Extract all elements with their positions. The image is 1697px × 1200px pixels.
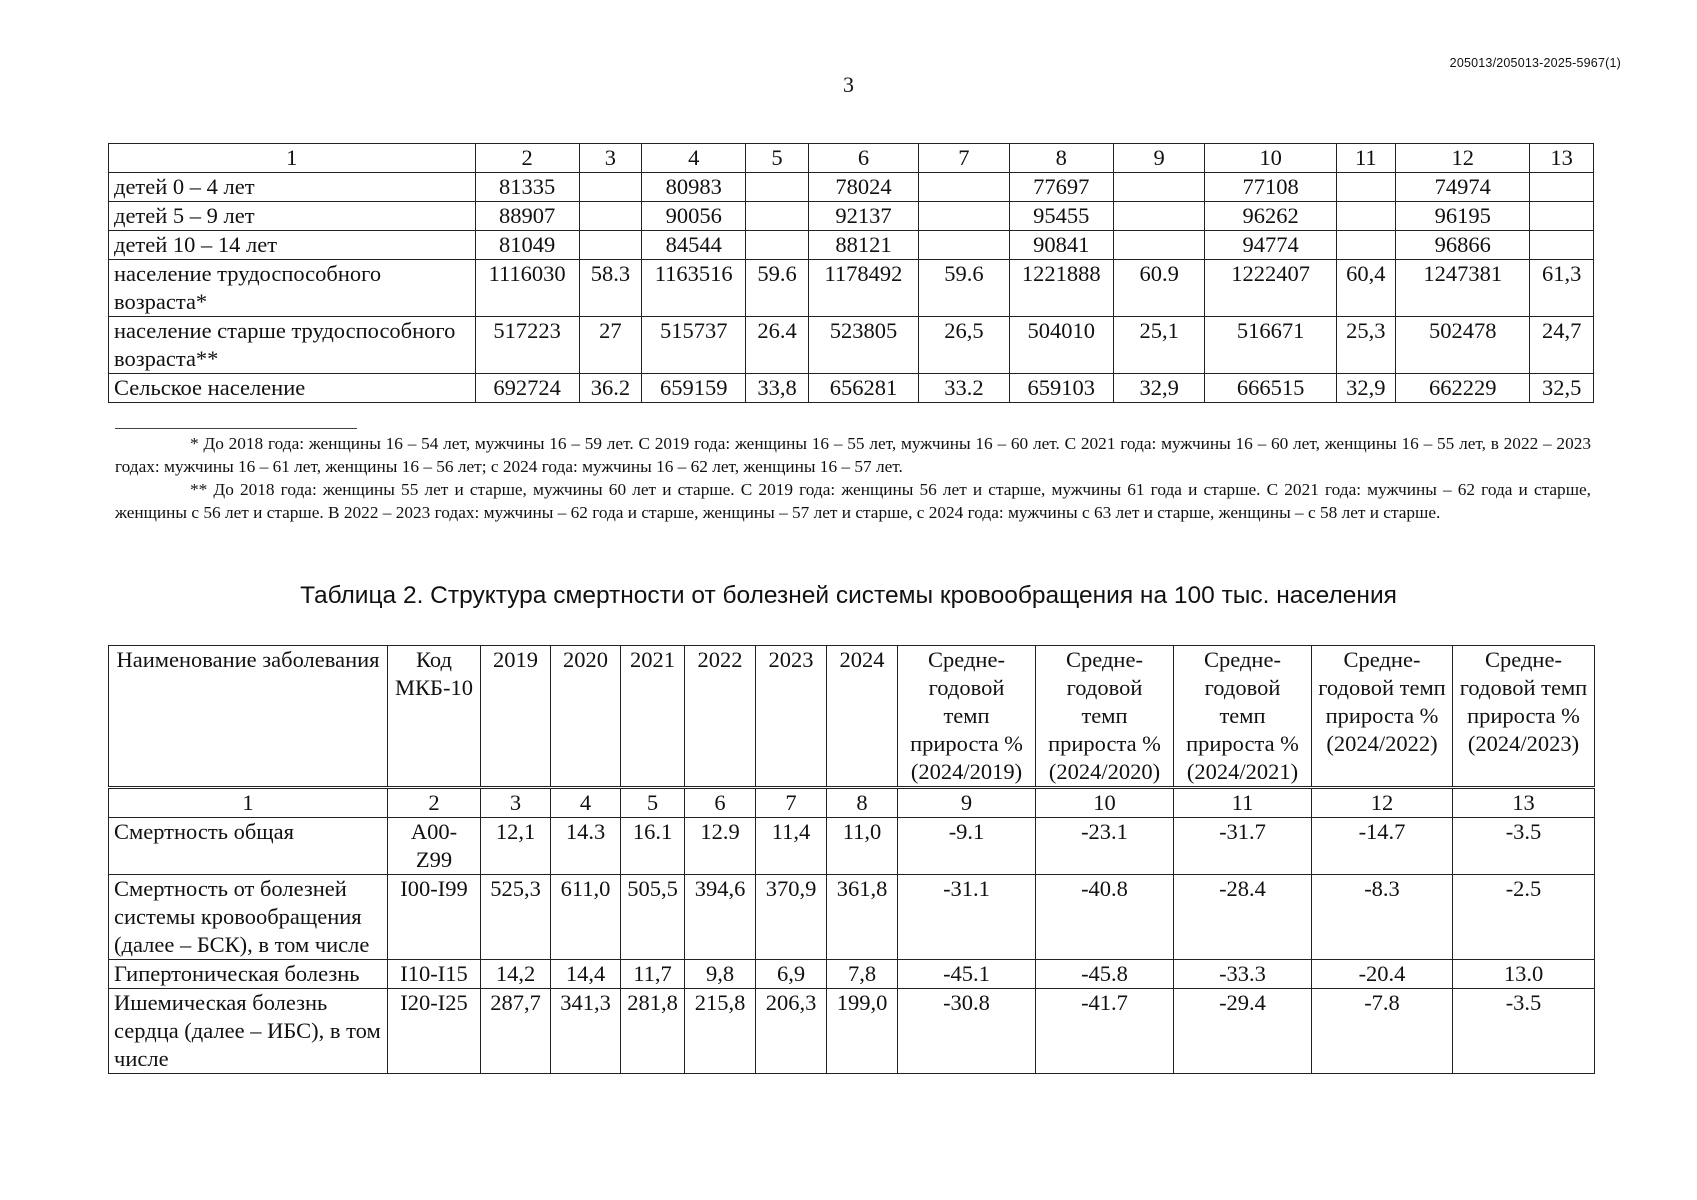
row-label: Смертность от болезней системы кровообращения (далее – БСК), в том числе [109,875,388,960]
table-row [109,875,1595,960]
table-cell: 95455 [1009,202,1113,231]
table-row [109,260,1594,317]
column-number: 13 [1530,144,1594,173]
table-cell: -2.5 [1453,875,1595,960]
table-cell: -28.4 [1174,875,1312,960]
table-cell: 16.1 [621,818,685,875]
table-cell: 215,8 [685,989,756,1074]
footnote-2: ** До 2018 года: женщины 55 лет и старше, мужчины 60 лет и старше. С 2019 года: женщины 56 лет и старше, мужчины 61 года и старше. С 2021 года: мужчины – 62 года и старше, женщины с 56 лет и старше. В 2022 – 2023 годах: мужчины – 62 года и старше, женщины – 57 лет и старше, с 2024 года: мужчины с 63 лет и старше, женщины – с 58 лет и старше. [115,480,1591,522]
table-cell: 504010 [1009,317,1113,374]
table-cell: 59.6 [746,260,808,317]
column-header: 2024 [827,646,898,788]
column-number: 6 [808,144,918,173]
footnote-separator [115,428,357,429]
table-cell: 11,0 [827,818,898,875]
column-number-row [109,788,1595,818]
table-cell: 94774 [1205,231,1336,260]
table-cell [919,173,1010,202]
row-label: Смертность общая [109,818,388,875]
column-header: 2019 [481,646,551,788]
row-label: Сельское население [109,374,476,403]
column-number: 5 [746,144,808,173]
table-cell: -31.7 [1174,818,1312,875]
table-row [109,173,1594,202]
row-label: население старше трудоспособного возраста** [109,317,476,374]
table-cell: -45.1 [898,960,1036,989]
table-cell: 92137 [808,202,918,231]
table-cell: -8.3 [1312,875,1453,960]
table-cell: 12.9 [685,818,756,875]
table-row [109,231,1594,260]
table-cell: 505,5 [621,875,685,960]
table-cell: 7,8 [827,960,898,989]
column-number: 11 [1174,788,1312,818]
table-cell: 12,1 [481,818,551,875]
table-cell: 666515 [1205,374,1336,403]
table-cell: 9,8 [685,960,756,989]
column-header: 2022 [685,646,756,788]
column-number: 11 [1336,144,1395,173]
row-label: детей 0 – 4 лет [109,173,476,202]
table-cell: 25,1 [1113,317,1205,374]
table-cell [1113,202,1205,231]
table-cell: 60,4 [1336,260,1395,317]
table-cell: 525,3 [481,875,551,960]
table-cell: 13.0 [1453,960,1595,989]
document-id: 205013/205013-2025-5967(1) [1449,56,1621,70]
table-cell: 96262 [1205,202,1336,231]
table-cell: 27 [579,317,641,374]
table-cell: 370,9 [756,875,827,960]
column-number: 4 [642,144,746,173]
table-cell: 26,5 [919,317,1010,374]
column-number: 10 [1205,144,1336,173]
table-header-row [109,144,1594,173]
table-cell [746,173,808,202]
table-cell: 662229 [1396,374,1530,403]
column-number: 7 [756,788,827,818]
table-cell: 1163516 [642,260,746,317]
table-cell: -40.8 [1036,875,1174,960]
table-cell: I20-I25 [388,989,481,1074]
table-cell: 206,3 [756,989,827,1074]
column-header: Средне-годовой темп прироста % (2024/2022) [1312,646,1453,788]
table-cell: 24,7 [1530,317,1594,374]
table-cell: 341,3 [551,989,621,1074]
table-cell: 26.4 [746,317,808,374]
table-cell: -3.5 [1453,989,1595,1074]
table-cell: -14.7 [1312,818,1453,875]
table-cell [1336,231,1395,260]
table-cell [579,231,641,260]
table-cell: 61,3 [1530,260,1594,317]
table-cell [579,202,641,231]
table-cell: 516671 [1205,317,1336,374]
row-label: Гипертоническая болезнь [109,960,388,989]
column-number: 8 [1009,144,1113,173]
table-cell [1113,173,1205,202]
footnote-1: * До 2018 года: женщины 16 – 54 лет, мужчины 16 – 59 лет. С 2019 года: женщины 16 – 55 лет, мужчины 16 – 60 лет. С 2021 года: мужчины 16 – 60 лет, женщины 16 – 55 лет, в 2022 – 2023 годах: мужчины 16 – 61 лет, женщины 16 – 56 лет; с 2024 года: мужчины 16 – 62 лет, женщины 16 – 57 лет. [115,434,1591,476]
table-row [109,960,1595,989]
column-number: 9 [1113,144,1205,173]
table-cell: 287,7 [481,989,551,1074]
column-number: 4 [551,788,621,818]
table-cell: 281,8 [621,989,685,1074]
column-number: 7 [919,144,1010,173]
column-header: Код МКБ-10 [388,646,481,788]
column-header: Средне-годовой темп прироста % (2024/2020) [1036,646,1174,788]
column-number: 12 [1396,144,1530,173]
table-cell: 517223 [475,317,579,374]
table-cell: 77697 [1009,173,1113,202]
column-number: 13 [1453,788,1595,818]
table-cell: I00-I99 [388,875,481,960]
table-cell: 656281 [808,374,918,403]
table-cell: 11,4 [756,818,827,875]
table-cell: 88121 [808,231,918,260]
table2-title: Таблица 2. Структура смертности от болезней системы кровообращения на 100 тыс. населения [300,582,1397,609]
table-cell: 96195 [1396,202,1530,231]
table-cell: 81049 [475,231,579,260]
table-cell: 659159 [642,374,746,403]
table-cell: 32,9 [1113,374,1205,403]
table-cell: 58.3 [579,260,641,317]
table-cell: -31.1 [898,875,1036,960]
table-cell: 88907 [475,202,579,231]
row-label: население трудоспособного возраста* [109,260,476,317]
table-cell [746,202,808,231]
table-cell: -29.4 [1174,989,1312,1074]
column-number: 3 [579,144,641,173]
table-row [109,202,1594,231]
table-cell: 14.3 [551,818,621,875]
table-cell: 14,4 [551,960,621,989]
table-cell: 74974 [1396,173,1530,202]
column-header: 2021 [621,646,685,788]
table-cell: -41.7 [1036,989,1174,1074]
table-cell: 59.6 [919,260,1010,317]
mortality-table [108,645,1595,1074]
table-cell: 1247381 [1396,260,1530,317]
column-number: 2 [475,144,579,173]
table-cell [919,202,1010,231]
table-cell: 81335 [475,173,579,202]
table-row [109,818,1595,875]
table-cell: 33,8 [746,374,808,403]
column-header: 2020 [551,646,621,788]
table-cell: 523805 [808,317,918,374]
table-cell: 60.9 [1113,260,1205,317]
table-cell: 77108 [1205,173,1336,202]
column-number: 5 [621,788,685,818]
table-cell: 1116030 [475,260,579,317]
table-cell [579,173,641,202]
table-cell: 394,6 [685,875,756,960]
table-cell: -45.8 [1036,960,1174,989]
column-number: 6 [685,788,756,818]
population-table [108,143,1594,403]
table-cell: -33.3 [1174,960,1312,989]
footnotes [115,432,1591,524]
table-cell: 502478 [1396,317,1530,374]
table-cell: 80983 [642,173,746,202]
table-cell: -7.8 [1312,989,1453,1074]
table-cell: 84544 [642,231,746,260]
table-cell: -20.4 [1312,960,1453,989]
table-cell: 90841 [1009,231,1113,260]
column-header: Наименование заболевания [109,646,388,788]
table-cell: -23.1 [1036,818,1174,875]
column-number: 3 [481,788,551,818]
table-cell: 361,8 [827,875,898,960]
table-cell: 33.2 [919,374,1010,403]
row-label: Ишемическая болезнь сердца (далее – ИБС), в том числе [109,989,388,1074]
table-cell: 659103 [1009,374,1113,403]
table-cell [1336,173,1395,202]
table-cell: 199,0 [827,989,898,1074]
column-number: 10 [1036,788,1174,818]
page-number: 3 [843,72,854,97]
column-header: Средне-годовой темп прироста % (2024/2023) [1453,646,1595,788]
table-cell: 692724 [475,374,579,403]
column-header: Средне-годовой темп прироста % (2024/2021) [1174,646,1312,788]
table-cell: 25,3 [1336,317,1395,374]
table-row [109,374,1594,403]
table-cell: 96866 [1396,231,1530,260]
table-cell [746,231,808,260]
table-cell: 14,2 [481,960,551,989]
table-cell: -3.5 [1453,818,1595,875]
table-cell: 6,9 [756,960,827,989]
table-cell: A00-Z99 [388,818,481,875]
table-cell [1530,202,1594,231]
table-cell [1530,173,1594,202]
table-cell: 32,5 [1530,374,1594,403]
column-number: 9 [898,788,1036,818]
table-cell: 1221888 [1009,260,1113,317]
row-label: детей 10 – 14 лет [109,231,476,260]
column-number: 1 [109,144,476,173]
table-cell: 11,7 [621,960,685,989]
column-number: 2 [388,788,481,818]
column-header: 2023 [756,646,827,788]
table-header-row [109,646,1595,788]
table-cell: 515737 [642,317,746,374]
table-cell [1113,231,1205,260]
column-number: 8 [827,788,898,818]
table-cell: -30.8 [898,989,1036,1074]
column-number: 12 [1312,788,1453,818]
table-cell [1336,202,1395,231]
table-row [109,989,1595,1074]
table-cell [919,231,1010,260]
table-cell: 1222407 [1205,260,1336,317]
table-cell: -9.1 [898,818,1036,875]
column-header: Средне-годовой темп прироста % (2024/2019) [898,646,1036,788]
table-cell: 32,9 [1336,374,1395,403]
table-row [109,317,1594,374]
table-cell: 36.2 [579,374,641,403]
table-cell [1530,231,1594,260]
table-cell: I10-I15 [388,960,481,989]
column-number: 1 [109,788,388,818]
row-label: детей 5 – 9 лет [109,202,476,231]
table-cell: 90056 [642,202,746,231]
table-cell: 611,0 [551,875,621,960]
table-cell: 1178492 [808,260,918,317]
table-cell: 78024 [808,173,918,202]
